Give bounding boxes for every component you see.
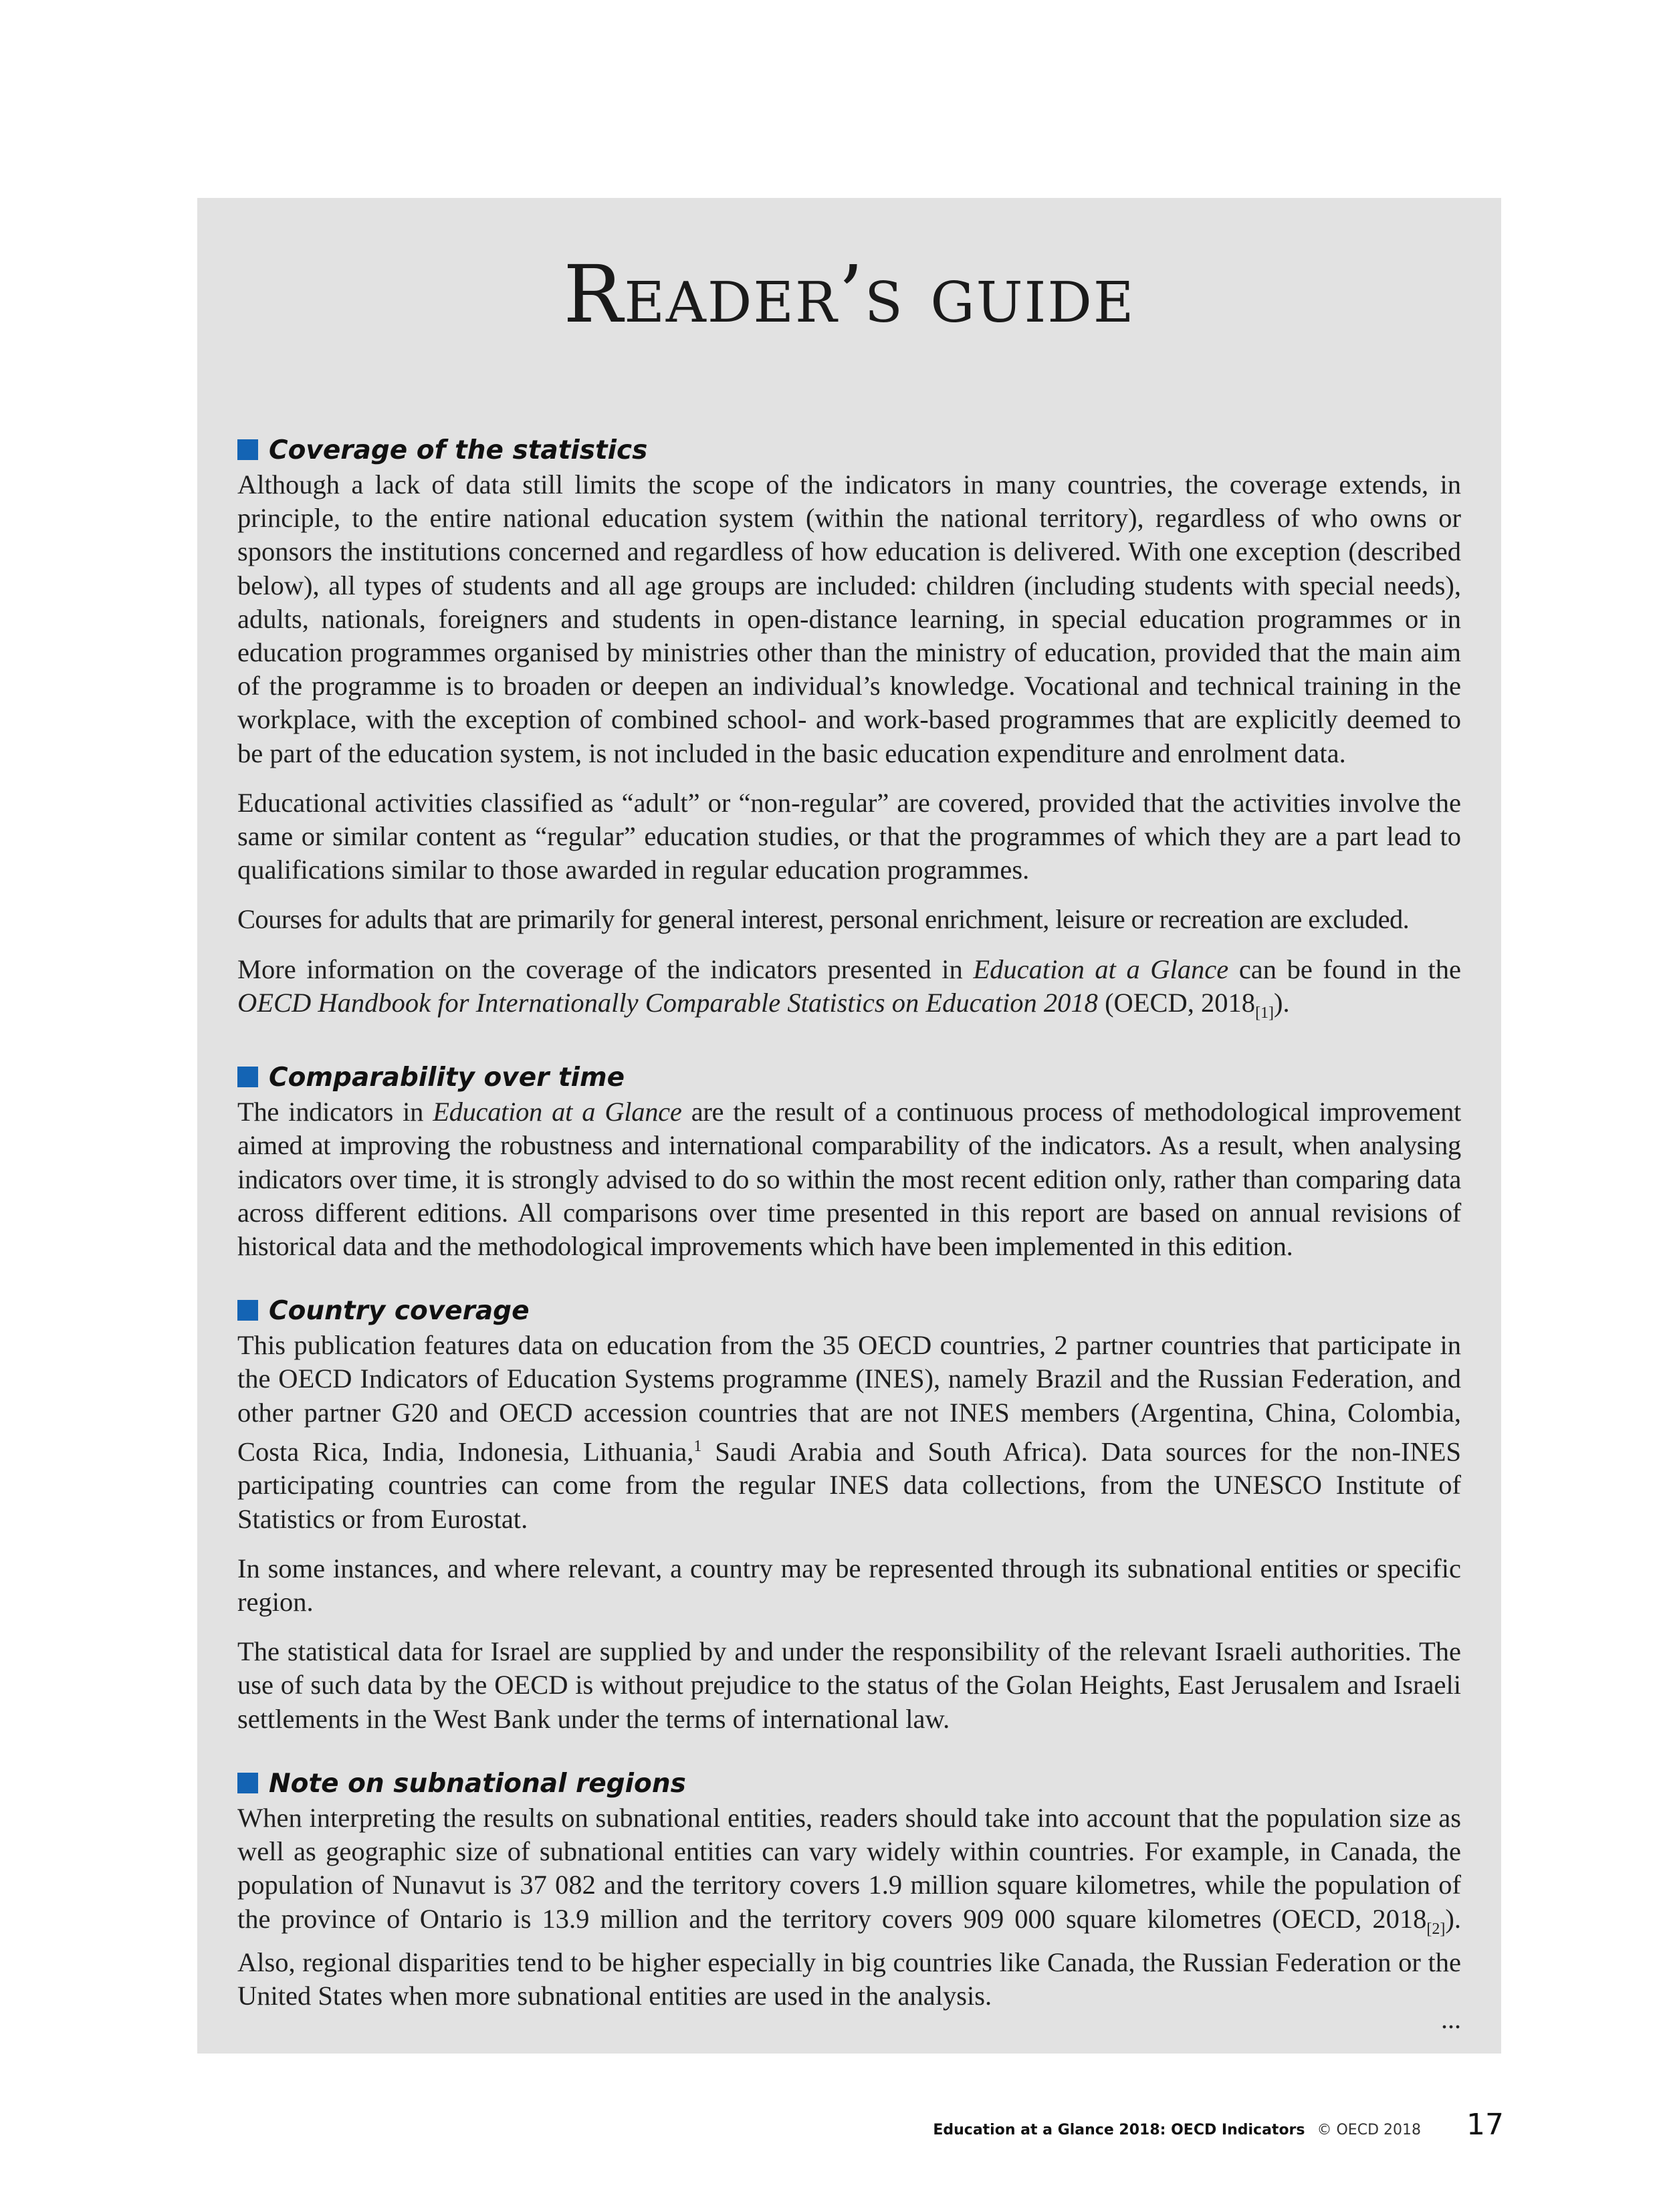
paragraph: The statistical data for Israel are supplied by and under the responsibility of the relevant Israeli authorities. The use of such data by the OECD is without prejudice to the status of the Golan Heights, East Jerusalem and Israeli settlements in the West Bank under the terms of international law. (237, 1636, 1461, 1734)
paragraph: Educational activities classified as “adult” or “non-regular” are covered, provided that the activities involve the same or similar content as “regular” education studies, or that the programmes of which they are a part lead to qualifications similar to those awarded in regular education programmes. (237, 787, 1461, 885)
paragraph: Although a lack of data still limits the scope of the indicators in many countries, the coverage extends, in principle, to the entire national education system (within the national territory), regardless of who owns or sponsors the institutions concerned and regardless of how education is delivered. With one exception (described below), all types of students and all age groups are included: children (including students with special needs), adults, nationals, foreigners and students in open-distance learning, in special education programmes or in education programmes organised by ministries other than the ministry of education, provided that the main aim of the programme is to broaden or deepen an individual’s knowledge. Vocational and technical training in the workplace, with the exception of combined school- and work-based programmes that are explicitly deemed to be part of the education system, is not included in the basic education expenditure and enrolment data. (237, 469, 1461, 768)
reference-link[interactable]: [2] (1426, 1920, 1446, 1938)
paragraph: The indicators in Education at a Glance are the result of a continuous process of methodological improvement aimed at improving the robustness and international comparability of the indicators. As a result, when analysing indicators over time, it is strongly advised to do so within the most recent edition only, rather than comparing data across different editions. All comparisons over time presented in this report are based on annual revisions of historical data and the methodological improvements which have been implemented in this edition. (237, 1097, 1462, 1261)
reference-link[interactable]: [1] (1255, 1004, 1275, 1022)
section-heading-subnational (237, 1765, 1461, 1803)
footnote-marker[interactable]: 1 (693, 1437, 702, 1455)
publication-title: Education at a Glance (433, 1097, 682, 1127)
continuation-ellipsis: ... (1441, 2004, 1461, 2034)
footer-publication: Education at a Glance 2018: OECD Indicators (933, 2122, 1305, 2138)
readers-guide-panel (197, 198, 1501, 2054)
paragraph: More information on the coverage of the indicators presented in Education at a Glance can be found in the OECD Handbook for Internationally Comparable Statistics on Education 2018 (OECD, $2018_{[1]}$). (237, 954, 1461, 1022)
section-heading-label: Comparability over time (269, 1063, 625, 1093)
heading-square-icon (237, 1067, 258, 1087)
paragraph: In some instances, and where relevant, a country may be represented through its subnational entities or specific region. (237, 1553, 1461, 1618)
footer-copyright: © OECD 2018 (1317, 2122, 1421, 2138)
heading-square-icon (237, 1773, 258, 1793)
section-heading-comparability (237, 1059, 1461, 1097)
section-heading-country-coverage (237, 1293, 1461, 1330)
section-heading-label: Note on subnational regions (269, 1768, 686, 1799)
heading-square-icon (237, 439, 258, 460)
paragraph: This publication features data on education from the 35 OECD countries, 2 partner countries that participate in the OECD Indicators of Education Systems programme (INES), namely Brazil and the Russian Federation, and other partner G20 and OECD accession countries that are not INES members (Argentina, China, Colombia, Costa Rica, India, Indonesia, Lithuania,$^1$ Saudi Arabia and South Africa). Data sources for the non-INES participating countries can come from the regular INES data collections, from the UNESCO Institute of Statistics or from Eurostat. (237, 1330, 1462, 1534)
section-heading-label: Country coverage (269, 1296, 530, 1327)
publication-title: Education at a Glance (973, 954, 1229, 984)
handbook-title: OECD Handbook for Internationally Comparable Statistics on Education 2018 (237, 987, 1098, 1018)
heading-square-icon (237, 1300, 258, 1321)
paragraph: When interpreting the results on subnational entities, readers should take into account that the population size as well as geographic size of subnational entities can vary widely within countries. For example, in Canada, the population of Nunavut is 37 082 and the territory covers 1.9 million square kilometres, while the population of the province of Ontario is 13.9 million and the territory covers 909 000 square kilometres (OECD, $2018_{[2]}$). Also, regional disparities tend to be higher especially in big countries like Canada, the Russian Federation or the United States when more subnational entities are used in the analysis. (237, 1802, 1461, 2011)
guide-content (237, 432, 1461, 2029)
page-footer (933, 2108, 1504, 2142)
paragraph: Courses for adults that are primarily for general interest, personal enrichment, leisure or recreation are excluded. (237, 904, 1410, 935)
page-title: Reader’s guide (563, 248, 1135, 340)
page-number: 17 (1466, 2108, 1504, 2142)
section-heading-label: Coverage of the statistics (269, 435, 648, 465)
section-heading-coverage (237, 432, 1461, 469)
